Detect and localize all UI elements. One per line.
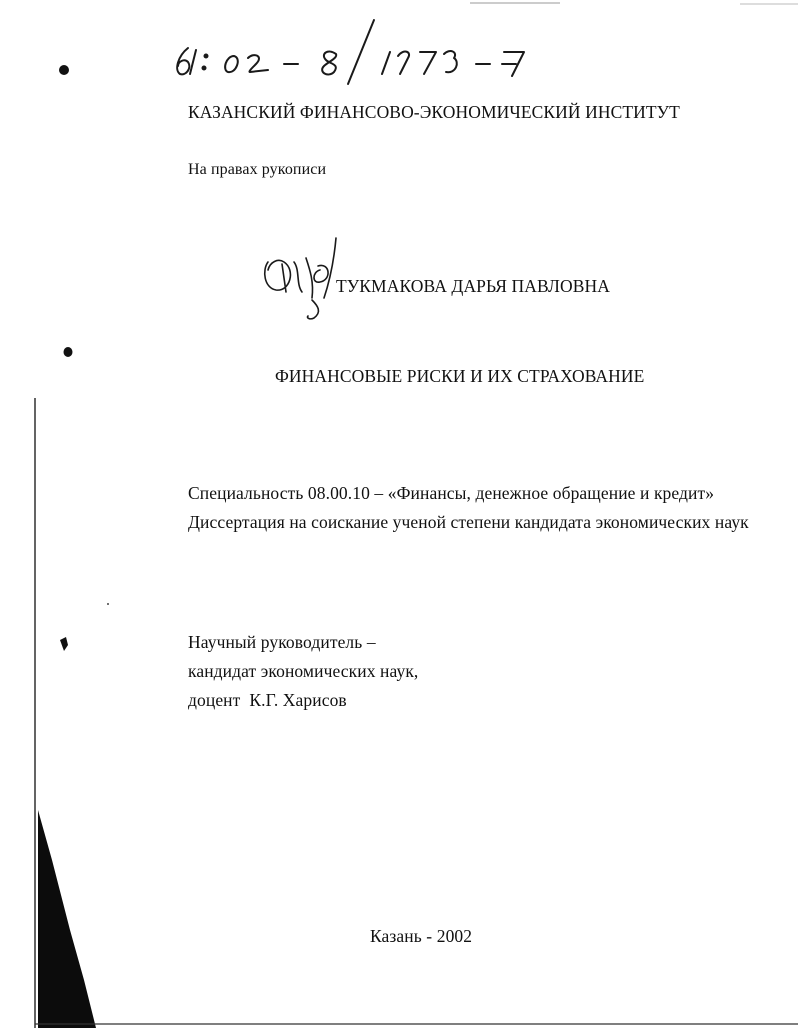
dissertation-title: ФИНАНСОВЫЕ РИСКИ И ИХ СТРАХОВАНИЕ (275, 366, 645, 386)
supervisor-name: доцент К.Г. Харисов (188, 690, 347, 710)
degree-line: Диссертация на соискание ученой степени кандидата экономических наук (188, 512, 749, 532)
author-name: ТУКМАКОВА ДАРЬЯ ПАВЛОВНА (336, 276, 611, 296)
institution-name: КАЗАНСКИЙ ФИНАНСОВО-ЭКОНОМИЧЕСКИЙ ИНСТИТУТ (188, 102, 680, 122)
supervisor-degree: кандидат экономических наук, (188, 661, 419, 681)
specialty-line: Специальность 08.00.10 – «Финансы, денежное обращение и кредит» (188, 483, 715, 503)
supervisor-label: Научный руководитель – (188, 632, 376, 652)
place-year: Казань - 2002 (370, 926, 473, 946)
manuscript-note: На правах рукописи (188, 161, 327, 178)
